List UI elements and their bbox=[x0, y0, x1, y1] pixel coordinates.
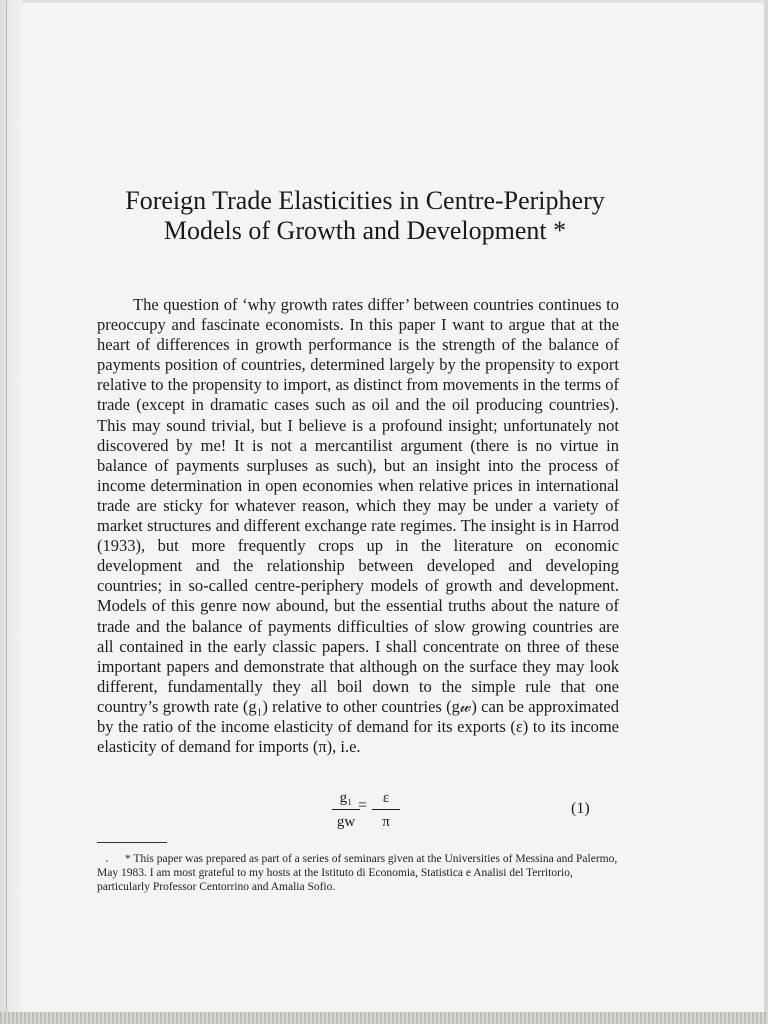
page-bottom-edge bbox=[0, 1012, 768, 1024]
page-right-edge bbox=[764, 0, 768, 1024]
equation-number: (1) bbox=[571, 800, 590, 817]
equals-sign: = bbox=[358, 797, 368, 814]
page-top-edge bbox=[0, 0, 768, 3]
equation-1 bbox=[332, 789, 432, 835]
lhs-denominator: gw bbox=[336, 814, 356, 830]
title-line-2: Models of Growth and Development * bbox=[163, 216, 567, 245]
lhs-numerator: g₁ bbox=[339, 790, 353, 806]
intro-paragraph: The question of ‘why growth rates differ’ between countries continues to preoccupy and fascinate economists. In this paper I want to argue that at the heart of differences in growth performance is the strength of the balance of payments position of countries, determined largely by the propensity to export relative to the propensity to import, as distinct from movements in the terms of trade (except in dramatic cases such as oil and the oil producing countries). This may sound trivial, but I believe is a profound insight; unfortunately not discovered by me! It is not a mercantilist argument (there is no virtue in balance of payments surpluses as such), but an insight into the process of income determination in open economies when relative prices in international trade are sticky for whatever reason, which they may be under a variety of market structures and different exchange rate regimes. The insight is in Harrod (1933), but more frequently crops up in the literature on economic development and the relationship between developed and developing countries; in so-called centre-periphery models of growth and development. Models of this genre now abound, but the essential truths about the nature of trade and the balance of payments difficulties of slow growing countries are all contained in the early classic papers. I shall concentrate on three of these important papers and demonstrate that although on the surface they may look different, fundamentally they all boil down to the simple rule that one country’s growth rate (g₁) relative to other countries (g𝓌) can be approximated by the ratio of the income elasticity of demand for its exports (ε) to its income elasticity of demand for imports (π), i.e. bbox=[97, 295, 619, 757]
paper-title bbox=[80, 186, 650, 246]
lhs-fraction bbox=[332, 789, 360, 831]
rhs-numerator: ε bbox=[382, 790, 390, 806]
title-line-1: Foreign Trade Elasticities in Centre-Periphery bbox=[125, 186, 605, 215]
footnote-rule bbox=[97, 842, 167, 843]
rhs-fraction bbox=[372, 789, 400, 831]
binding-shadow-line bbox=[6, 0, 7, 1024]
lhs-fraction-bar bbox=[332, 809, 360, 810]
rhs-fraction-bar bbox=[372, 809, 400, 810]
rhs-denominator: π bbox=[382, 814, 390, 830]
footnote: * This paper was prepared as part of a series of seminars given at the Universities of Messina and Palermo, May 1983. I am most grateful to my hosts at the Istituto di Economia, Statistica e Analisi del Territorio, particularly Professor Centorrino and Amalia Sofio. bbox=[97, 853, 618, 893]
page-binding-edge bbox=[0, 0, 22, 1024]
